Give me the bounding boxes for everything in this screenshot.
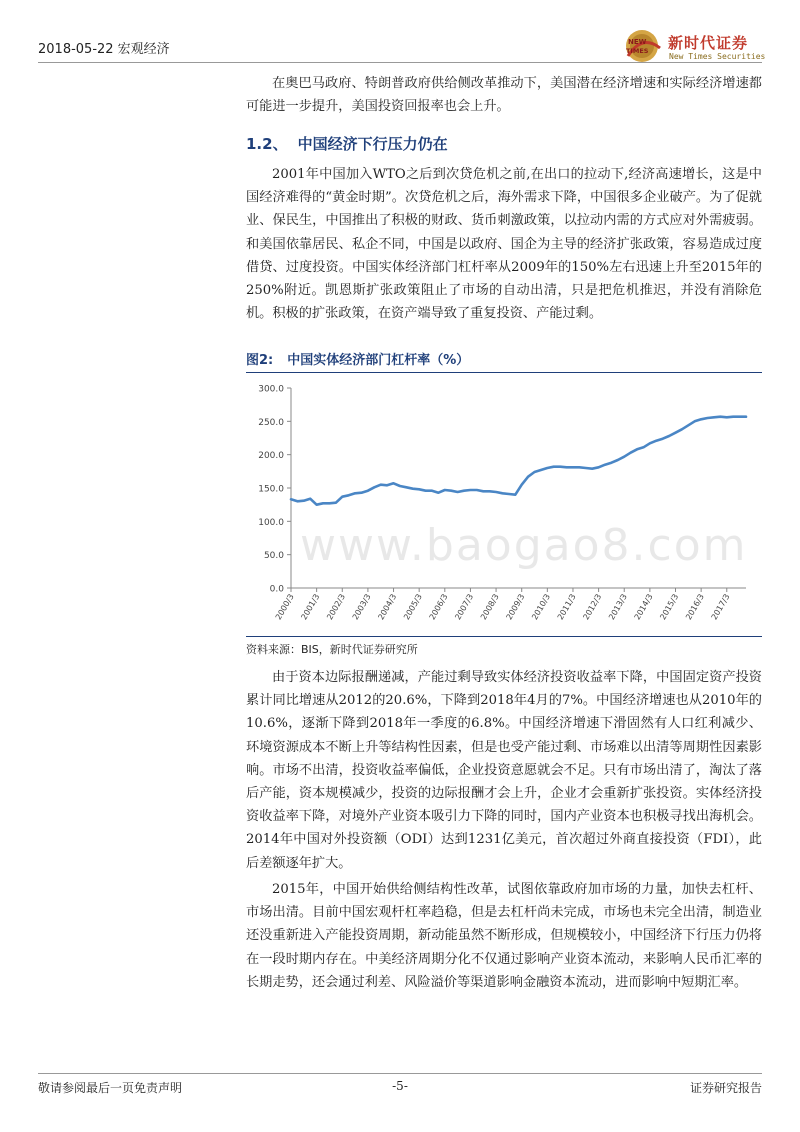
x-tick-label: 2007/3	[453, 592, 476, 622]
logo-company-name: 新时代证券	[668, 34, 749, 52]
paragraph-1: 在奥巴马政府、特朗普政府供给侧改革推动下，美国潜在经济增速和实际经济增速都可能进一步提升，美国投资回报率也会上升。	[246, 76, 762, 115]
figure-source: 资料来源：BIS，新时代证券研究所	[246, 643, 418, 656]
x-tick-label: 2014/3	[632, 592, 655, 622]
logo-emblem-icon	[622, 26, 666, 66]
paragraph-2: 2001年中国加入WTO之后到次贷危机之前,在出口的拉动下,经济高速增长，这是中国经济难得的“黄金时期”。次贷危机之后，海外需求下降，中国很多企业破产。为了促就业、保民生，中国推出了积极的财政、货币刺激政策，以拉动内需的方式应对外需疲弱。和美国依靠居民、私企不同，中国是以政府、国企为主导的经济扩张政策，容易造成过度借贷、过度投资。中国实体经济部门杠杆率从2009年的150%左右迅速上升至2015年的250%附近。凯恩斯扩张政策阻止了市场的自动出清，只是把危机推迟，并没有消除危机。积极的扩张政策，在资产端导致了重复投资、产能过剩。	[246, 167, 762, 322]
x-tick-label: 2000/3	[273, 592, 296, 622]
x-tick-label: 2013/3	[607, 592, 629, 622]
figure-bottom-rule	[246, 636, 762, 637]
leverage-chart	[246, 372, 762, 634]
figure-caption: 中国实体经济部门杠杆率（%）	[287, 353, 470, 368]
logo-company-name-en: New Times Securities	[669, 52, 766, 61]
x-tick-label: 2003/3	[350, 592, 373, 622]
x-tick-label: 2006/3	[427, 592, 450, 622]
footer-disclaimer: 敬请参阅最后一页免责声明	[38, 1081, 183, 1095]
svg-text:TIMES: TIMES	[626, 47, 649, 55]
paragraph-4: 2015年，中国开始供给侧结构性改革，试图依靠政府加市场的力量，加快去杠杆、市场出清。目前中国宏观杆杠率趋稳，但是去杠杆尚未完成，市场也未完全出清，制造业还没重新进入产能投资周期，新动能虽然不断形成，但规模较小，中国经济下行压力仍将在一段时期内存在。中美经济周期分化不仅通过影响产业资本流动，来影响人民币汇率的长期走势，还会通过利差、风险溢价等渠道影响金融资本流动，进而影响中短期汇率。	[246, 882, 762, 990]
footer-report-type: 证券研究报告	[689, 1081, 762, 1095]
x-tick-label: 2011/3	[555, 592, 578, 622]
section-title: 中国经济下行压力仍在	[297, 135, 448, 153]
y-tick-label: 150.0	[258, 484, 284, 495]
x-tick-label: 2015/3	[658, 592, 681, 622]
footer-divider	[38, 1073, 762, 1074]
svg-text:NEW: NEW	[628, 38, 647, 46]
x-tick-label: 2010/3	[530, 592, 553, 622]
y-tick-label: 50.0	[263, 551, 284, 562]
figure-title	[246, 349, 762, 373]
x-tick-label: 2001/3	[299, 592, 322, 622]
x-tick-label: 2017/3	[709, 592, 732, 622]
x-tick-label: 2005/3	[402, 592, 424, 622]
x-tick-label: 2009/3	[504, 592, 527, 622]
page-number: -5-	[392, 1079, 408, 1093]
header-divider	[38, 62, 762, 63]
y-tick-label: 300.0	[258, 384, 284, 395]
x-tick-label: 2004/3	[376, 592, 399, 622]
y-tick-label: 0.0	[269, 584, 284, 595]
x-tick-label: 2016/3	[684, 592, 706, 622]
section-heading	[246, 133, 448, 154]
x-tick-label: 2012/3	[581, 592, 604, 622]
watermark: www.baogao8.com	[300, 520, 748, 571]
y-tick-label: 100.0	[258, 517, 284, 528]
x-tick-label: 2008/3	[478, 592, 501, 622]
figure-label: 图2:	[246, 353, 274, 368]
y-tick-label: 250.0	[258, 417, 284, 428]
header-date-section: 2018-05-22 宏观经济	[38, 42, 170, 57]
y-tick-label: 200.0	[258, 451, 284, 462]
paragraph-3: 由于资本边际报酬递减，产能过剩导致实体经济投资收益率下降，中国固定资产投资累计同比增速从2012的20.6%，下降到2018年4月的7%。中国经济增速也从2010年的10.6%，逐渐下降到2018年一季度的6.8%。中国经济增速下滑固然有人口红利减少、环境资源成本不断上升等结构性因素，但是也受产能过剩、市场难以出清等周期性因素影响。市场不出清，投资收益率偏低，企业投资意愿就会不足。只有市场出清了，淘汰了落后产能，资本规模减少，投资的边际报酬才会上升，企业才会重新扩张投资。实体经济投资收益率下降，对境外产业资本吸引力下降的同时，国内产业资本也积极寻找出海机会。2014年中国对外投资额（ODI）达到1231亿美元，首次超过外商直接投资（FDI），此后差额逐年扩大。	[246, 670, 762, 871]
section-number: 1.2、	[246, 135, 288, 153]
leverage-series-line	[291, 417, 746, 505]
company-logo	[622, 26, 772, 66]
x-tick-label: 2002/3	[325, 592, 347, 622]
leverage-line-chart	[246, 372, 762, 634]
